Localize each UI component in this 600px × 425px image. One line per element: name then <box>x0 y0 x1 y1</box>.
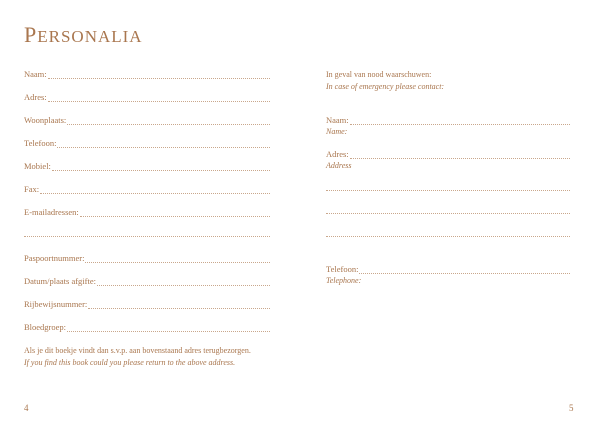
fax-field[interactable] <box>24 185 270 194</box>
emergency-name-english: Name: <box>326 127 348 136</box>
phone-label: Telefoon: <box>24 138 57 148</box>
page-title: PERSONALIA <box>24 22 143 47</box>
blood-type-line[interactable] <box>67 324 270 332</box>
passport-field[interactable] <box>24 254 270 263</box>
email-extra-line[interactable] <box>24 236 270 237</box>
emergency-heading-dutch: In geval van nood waarschuwen: <box>326 70 432 79</box>
email-field[interactable] <box>24 208 270 217</box>
phone-field[interactable] <box>24 139 270 148</box>
fax-label: Fax: <box>24 184 40 194</box>
address-line[interactable] <box>48 94 270 102</box>
address-field[interactable] <box>24 93 270 102</box>
issue-date-field[interactable] <box>24 277 270 286</box>
emergency-name-field[interactable] <box>326 116 570 125</box>
passport-label: Paspoortnummer: <box>24 253 85 263</box>
emergency-phone-field[interactable] <box>326 265 570 274</box>
emergency-address-english: Address <box>326 161 352 170</box>
page-number-left: 4 <box>24 403 29 413</box>
emergency-name-line[interactable] <box>350 117 570 125</box>
emergency-address-line-3[interactable] <box>326 213 570 214</box>
city-line[interactable] <box>67 117 270 125</box>
mobile-field[interactable] <box>24 162 270 171</box>
emergency-address-label: Adres: <box>326 149 349 159</box>
emergency-address-line-2[interactable] <box>326 190 570 191</box>
name-line[interactable] <box>48 71 270 79</box>
emergency-address-line[interactable] <box>350 151 570 159</box>
passport-line[interactable] <box>85 255 270 263</box>
license-field[interactable] <box>24 300 270 309</box>
license-label: Rijbewijsnummer: <box>24 299 88 309</box>
city-field[interactable] <box>24 116 270 125</box>
return-note-dutch: Als je dit boekje vindt dan s.v.p. aan bovenstaand adres terugbezorgen. <box>24 346 251 355</box>
return-note-english: If you find this book could you please return to the above address. <box>24 358 236 367</box>
emergency-phone-line[interactable] <box>359 266 570 274</box>
city-label: Woonplaats: <box>24 115 67 125</box>
page-number-right: 5 <box>569 403 574 413</box>
email-line[interactable] <box>80 209 270 217</box>
mobile-line[interactable] <box>52 163 270 171</box>
name-field[interactable] <box>24 70 270 79</box>
emergency-phone-english: Telephone: <box>326 276 362 285</box>
mobile-label: Mobiel: <box>24 161 51 171</box>
blood-type-field[interactable] <box>24 323 270 332</box>
emergency-address-field[interactable] <box>326 150 570 159</box>
blood-type-label: Bloedgroep: <box>24 322 67 332</box>
emergency-phone-label: Telefoon: <box>326 264 359 274</box>
license-line[interactable] <box>88 301 270 309</box>
issue-date-line[interactable] <box>97 278 270 286</box>
fax-line[interactable] <box>40 186 270 194</box>
email-label: E-mailadressen: <box>24 207 79 217</box>
issue-date-label: Datum/plaats afgifte: <box>24 276 96 286</box>
emergency-heading-english: In case of emergency please contact: <box>326 82 445 91</box>
name-label: Naam: <box>24 69 47 79</box>
phone-line[interactable] <box>57 140 270 148</box>
emergency-name-label: Naam: <box>326 115 349 125</box>
emergency-address-line-4[interactable] <box>326 236 570 237</box>
address-label: Adres: <box>24 92 47 102</box>
